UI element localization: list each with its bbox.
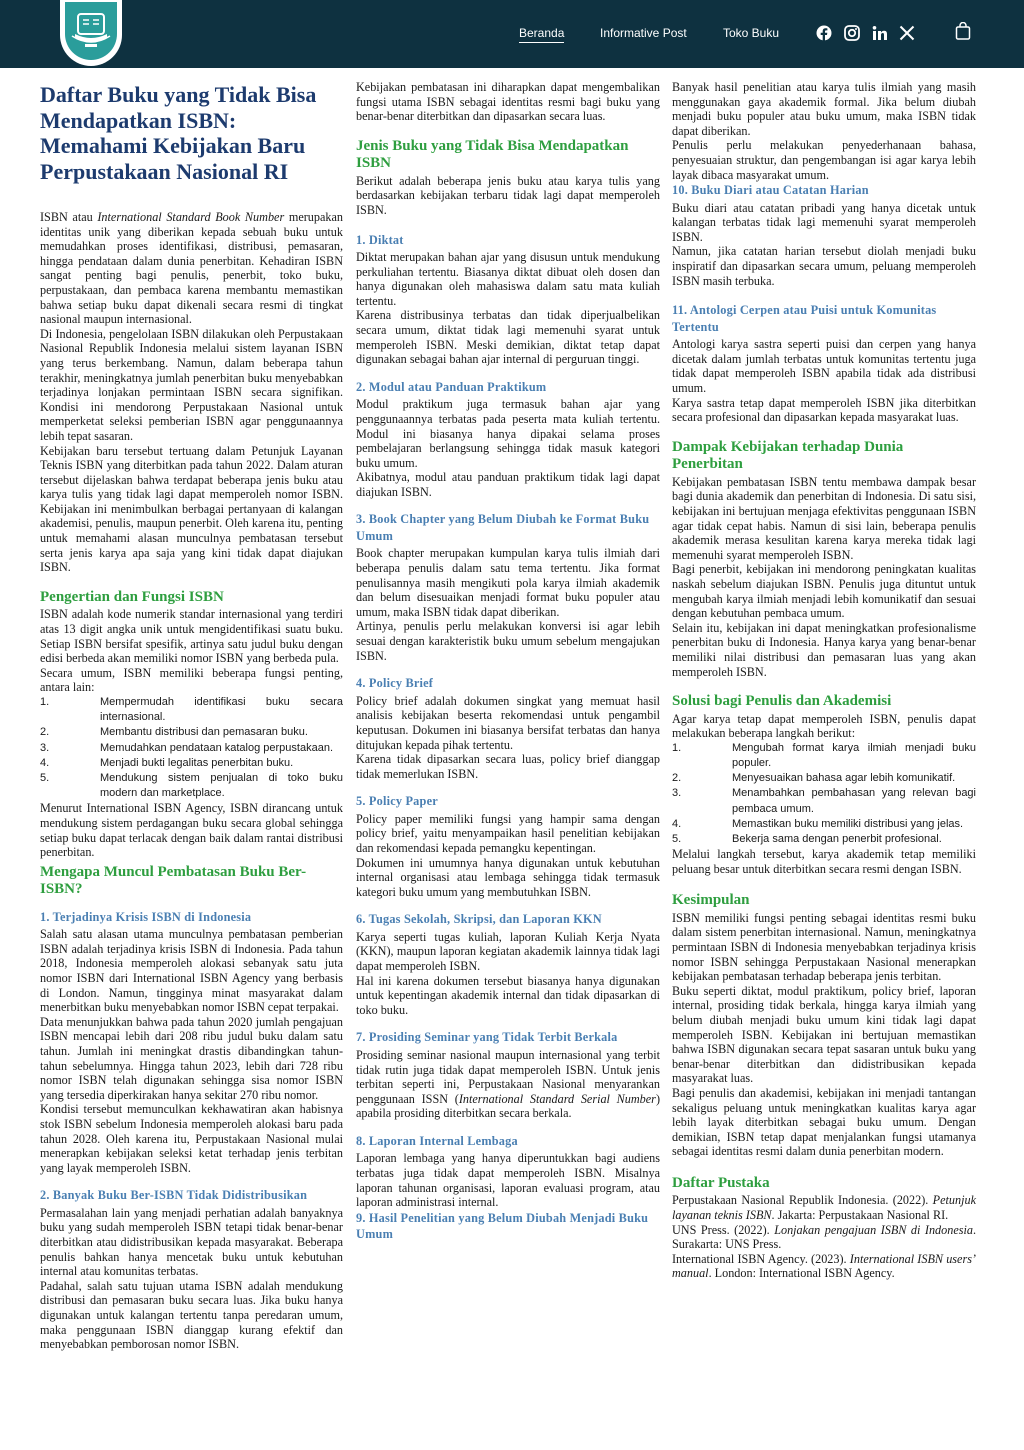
- subheading-diktat: 1. Diktat: [356, 232, 404, 247]
- penelitian-paragraph-2: Penulis perlu melakukan penyederhanaan bahasa, penyesuaian struktur, dan pengembangan isi agar karya lebih layak dibaca masyarakat umum.: [672, 138, 976, 182]
- pengertian-paragraph-2: Secara umum, ISBN memiliki beberapa fungsi penting, antara lain:: [40, 665, 343, 695]
- prosiding-paragraph-1: Prosiding seminar nasional maupun internasional yang terbit tidak rutin juga tidak dapat memperoleh ISBN. Untuk jenis terbitan seperti ini, Perpustakaan Nasional menyarankan penggunaan ISSN (International Standard Serial Number) apabila prosiding diterbitkan secara berkala.: [356, 1047, 660, 1121]
- column-2: [356, 80, 660, 1245]
- list-item: 1. Mengubah format karya ilmiah menjadi buku populer.: [672, 741, 976, 769]
- nav-toko-buku[interactable]: Toko Buku: [723, 26, 780, 40]
- subheading-modul: 2. Modul atau Panduan Praktikum: [356, 379, 547, 394]
- reference-2: UNS Press. (2022). Lonjakan pengajuan ISBN di Indonesia. Surakarta: UNS Press.: [672, 1222, 977, 1252]
- list-item: 1. Mempermudah identifikasi buku secara internasional.: [40, 695, 343, 724]
- penelitian-paragraph-1: Banyak hasil penelitian atau karya tulis ilmiah yang masih menggunakan gaya akademik formal. Jika belum diubah menjadi buku populer atau buku umum, maka ISBN tidak dapat diberikan.: [672, 80, 976, 138]
- section-heading-mengapa: Mengapa Muncul Pembatasan Buku Ber-ISBN?: [40, 863, 307, 898]
- column-1: [40, 80, 343, 1352]
- dampak-paragraph-1: Kebijakan pembatasan ISBN tentu membawa dampak besar bagi dunia akademik dan penerbitan di Indonesia. Di satu sisi, kebijakan ini bertujuan menjaga efektivitas penggunaan ISBN agar tidak cepat habis. Namun di sisi lain, beberapa penulis akademik merasa kesulitan karena karya mereka tidak lagi memenuhi syarat memperoleh ISBN.: [672, 474, 976, 562]
- list-item: 2. Menyesuaikan bahasa agar lebih komunikatif.: [672, 772, 956, 785]
- subheading-book-chapter: 3. Book Chapter yang Belum Diubah ke Format Buku Umum: [356, 512, 650, 543]
- list-item: 5. Mendukung sistem penjualan di toko buku modern dan marketplace.: [40, 771, 343, 800]
- book-logo-icon: [60, 0, 122, 66]
- subheading-tugas-sekolah: 6. Tugas Sekolah, Skripsi, dan Laporan KKN: [356, 912, 602, 927]
- nav-informative-post[interactable]: Informative Post: [600, 26, 687, 40]
- diari-paragraph-2: Namun, jika catatan harian tersebut diolah menjadi buku inspiratif dan dipasarkan secara umum, peluang memperoleh ISBN masih terbuka.: [672, 244, 976, 288]
- subheading-policy-paper: 5. Policy Paper: [356, 794, 438, 809]
- dampak-paragraph-2: Bagi penerbit, kebijakan ini mendorong peningkatan kualitas naskah sebelum diajukan ISBN. Penulis juga dituntut untuk mengubah karya ilmiah menjadi lebih komunikatif dan sesuai dengan kebutuhan pembaca umum.: [672, 562, 976, 621]
- jenis-intro: Berikut adalah beberapa jenis buku atau karya tulis yang berdasarkan kebijakan terbaru tidak lagi dapat memperoleh ISBN.: [356, 173, 660, 217]
- article-title: Daftar Buku yang Tidak Bisa Mendapatkan ISBN: Memahami Kebijakan Baru Perpustakaan Nasional RI: [40, 82, 317, 184]
- pengertian-paragraph-3: Menurut International ISBN Agency, ISBN dirancang untuk mendukung sistem perdagangan buku secara global sehingga setiap buku dapat terlacak dengan baik dalam rantai distribusi penerbitan.: [40, 801, 343, 860]
- instagram-icon[interactable]: [844, 25, 860, 41]
- distribusi-paragraph-3: Kebijakan pembatasan ini diharapkan dapat mengembalikan fungsi utama ISBN sebagai identitas resmi bagi buku yang benar-benar diterbitkan dan dipasarkan secara luas.: [356, 80, 660, 124]
- column-3: [672, 80, 976, 1281]
- section-heading-solusi: Solusi bagi Penulis dan Akademisi: [672, 693, 892, 710]
- section-heading-kesimpulan: Kesimpulan: [672, 892, 750, 909]
- reference-3: International ISBN Agency. (2023). International ISBN users’ manual. London: International ISBN Agency.: [672, 1251, 976, 1281]
- book-chapter-paragraph-2: Artinya, penulis perlu melakukan konversi isi agar lebih sesuai dengan karakteristik buku umum sebelum mengajukan ISBN.: [356, 619, 660, 663]
- distribusi-paragraph-2: Padahal, salah satu tujuan utama ISBN adalah mendukung distribusi dan pemasaran buku secara luas. Jika buku hanya digunakan untuk kalangan tertentu tanpa peredaran umum, maka penggunaan ISBN dianggap kurang efektif dan menyebabkan pemborosan nomor ISBN.: [40, 1278, 343, 1352]
- subheading-krisis-isbn: 1. Terjadinya Krisis ISBN di Indonesia: [40, 909, 252, 924]
- reference-1: Perpustakaan Nasional Republik Indonesia. (2022). Petunjuk layanan teknis ISBN. Jakarta: Perpustakaan Nasional RI.: [672, 1193, 976, 1223]
- list-item: 4. Menjadi bukti legalitas penerbitan buku.: [40, 756, 294, 769]
- intro-paragraph-3: Kebijakan baru tersebut tertuang dalam Petunjuk Layanan Teknis ISBN yang diterbitkan pada tahun 2022. Dalam aturan tersebut dijelaskan bahwa terdapat beberapa jenis buku atau karya tulis yang tidak lagi dapat memperoleh nomor ISBN. Kebijakan ini menimbulkan berbagai pertanyaan di kalangan akademisi, penulis, maupun penerbit. Oleh karena itu, penting untuk memahami alasan munculnya pembatasan tersebut serta jenis karya apa saja yang kini tidak dapat diajukan ISBN.: [40, 443, 343, 575]
- list-item: 2. Membantu distribusi dan pemasaran buku.: [40, 726, 308, 739]
- book-chapter-paragraph-1: Book chapter merupakan kumpulan karya tulis ilmiah dari beberapa penulis dalam satu tema tertentu. Jika format penulisannya masih mengikuti pola karya ilmiah akademik dan belum disesuaikan menjadi format buku populer atau umum, maka ISBN tidak dapat diberikan.: [356, 546, 660, 619]
- facebook-icon[interactable]: [816, 25, 832, 41]
- diktat-paragraph-1: Diktat merupakan bahan ajar yang disusun untuk mendukung perkuliahan tertentu. Biasanya diktat dibuat oleh dosen dan hanya digunakan oleh mahasiswa dalam satu mata kuliah tertentu.: [356, 250, 660, 308]
- section-heading-pengertian: Pengertian dan Fungsi ISBN: [40, 588, 224, 605]
- distribusi-paragraph-1: Permasalahan lain yang menjadi perhatian adalah banyaknya buku yang sudah memperoleh ISBN tetapi tidak benar-benar diterbitkan atau didistribusikan kepada masyarakat. Beberapa penulis bahkan hanya mencetak buku untuk kebutuhan internal atau komunitas terbatas.: [40, 1205, 343, 1279]
- policy-brief-paragraph-2: Karena tidak dipasarkan secara luas, policy brief dianggap tidak memerlukan ISBN.: [356, 752, 660, 781]
- site-header: [0, 0, 1024, 68]
- subheading-tidak-didistribusikan: 2. Banyak Buku Ber-ISBN Tidak Didistribusikan: [40, 1188, 308, 1203]
- shopping-bag-icon[interactable]: [955, 22, 971, 40]
- diktat-paragraph-2: Karena distribusinya terbatas dan tidak diperjualbelikan secara umum, diktat tidak lagi memenuhi syarat untuk memperoleh ISBN. Meski demikian, diktat tetap dapat digunakan sebagai bahan ajar internal di perguruan tinggi.: [356, 308, 660, 367]
- krisis-paragraph-1: Salah satu alasan utama munculnya pembatasan pemberian ISBN adalah terjadinya krisis ISBN di Indonesia. Pada tahun 2018, Indonesia memperoleh alokasi sebanyak satu juta nomor ISBN dari International ISBN Agency yang berbasis di London. Namun, tingginya minat masyarakat dalam menerbitkan buku menyebabkan nomor ISBN cepat terpakai.: [40, 927, 343, 1015]
- subheading-buku-diari: 10. Buku Diari atau Catatan Harian: [672, 183, 869, 198]
- policy-paper-paragraph-2: Dokumen ini umumnya hanya digunakan untuk kebutuhan internal organisasi atau lembaga sehingga tidak termasuk kategori buku umum yang membutuhkan ISBN.: [356, 855, 660, 899]
- kesimpulan-paragraph-3: Bagi penulis dan akademisi, kebijakan ini menjadi tantangan sekaligus peluang untuk meningkatkan kualitas karya agar lebih layak diterbitkan sebagai buku umum. Dengan demikian, ISBN tetap dapat menjalankan fungsi utamanya sebagai identitas resmi dalam dunia penerbitan modern.: [672, 1086, 976, 1159]
- section-heading-pustaka: Daftar Pustaka: [672, 1174, 770, 1191]
- intro-paragraph-1: ISBN atau International Standard Book Number merupakan identitas unik yang diberikan kepada sebuah buku untuk memudahkan proses identifikasi, distribusi, pemasaran, hingga pendataan dalam dunia penerbitan. Kehadiran ISBN sangat penting bagi penulis, penerbit, toko buku, perpustakaan, dan pembaca karena membantu memastikan bahwa setiap buku dapat dikenali secara resmi di tingkat nasional maupun internasional.: [40, 210, 343, 327]
- kesimpulan-paragraph-2: Buku seperti diktat, modul praktikum, policy brief, laporan internal, prosiding tidak berkala, hingga karya ilmiah yang belum diubah menjadi buku umum kini tidak lagi dapat memperoleh ISBN. Kebijakan ini bertujuan memastikan bahwa ISBN digunakan secara tepat sasaran untuk buku yang benar-benar diterbitkan dan didistribusikan kepada masyarakat luas.: [672, 983, 976, 1086]
- linkedin-icon[interactable]: [872, 25, 888, 41]
- x-icon[interactable]: [899, 25, 915, 41]
- tugas-paragraph-2: Hal ini karena dokumen tersebut biasanya hanya digunakan untuk kepentingan akademik internal dan tidak dipasarkan di toko buku.: [356, 973, 660, 1017]
- diari-paragraph-1: Buku diari atau catatan pribadi yang hanya dicetak untuk kalangan terbatas tidak lagi memenuhi syarat memperoleh ISBN.: [672, 200, 976, 244]
- krisis-paragraph-3: Kondisi tersebut memunculkan kekhawatiran akan habisnya stok ISBN sebelum Indonesia memperoleh alokasi baru pada tahun 2028. Oleh karena itu, Perpustakaan Nasional mulai menerapkan kebijakan seleksi ketat terhadap jenis terbitan yang layak memperoleh ISBN.: [40, 1102, 343, 1175]
- subheading-policy-brief: 4. Policy Brief: [356, 676, 434, 691]
- dampak-paragraph-3: Selain itu, kebijakan ini dapat meningkatkan profesionalisme penerbitan buku di Indonesia. Hanya karya yang benar-benar memiliki nilai distribusi dan pemasaran luas yang akan memperoleh ISBN.: [672, 620, 976, 679]
- intro-paragraph-2: Di Indonesia, pengelolaan ISBN dilakukan oleh Perpustakaan Nasional Republik Indonesia melalui sistem layanan ISBN yang terus berkembang. Namun, dalam beberapa tahun terakhir, meningkatnya jumlah penerbitan buku menyebabkan terjadinya lonjakan permintaan ISBN secara signifikan. Kondisi ini mendorong Perpustakaan Nasional untuk memperketat seleksi pemberian ISBN agar penggunaannya lebih tepat sasaran.: [40, 326, 343, 443]
- site-logo[interactable]: [60, 0, 122, 66]
- subheading-antologi: 11. Antologi Cerpen atau Puisi untuk Komunitas Tertentu: [672, 303, 937, 334]
- krisis-paragraph-2: Data menunjukkan bahwa pada tahun 2020 jumlah pengajuan ISBN mencapai lebih dari 208 ribu judul buku dalam satu tahun. Jumlah ini meningkat drastis dibandingkan tahun-tahun sebelumnya. Hingga tahun 2023, lebih dari 728 ribu nomor ISBN telah digunakan sehingga sisa nomor ISBN yang tersedia diperkirakan hanya sekitar 270 ribu nomor.: [40, 1014, 343, 1102]
- solusi-intro: Agar karya tetap dapat memperoleh ISBN, penulis dapat melakukan beberapa langkah berikut:: [672, 711, 976, 741]
- section-heading-dampak: Dampak Kebijakan terhadap Dunia Penerbitan: [672, 438, 904, 473]
- list-item: 5. Bekerja sama dengan penerbit profesional.: [672, 833, 942, 845]
- list-item: 4. Memastikan buku memiliki distribusi yang jelas.: [672, 817, 964, 830]
- list-item: 3. Memudahkan pendataan katalog perpustakaan.: [40, 741, 334, 754]
- tugas-paragraph-1: Karya seperti tugas kuliah, laporan Kuliah Kerja Nyata (KKN), maupun laporan kegiatan akademik lainnya tidak lagi dapat memperoleh ISBN.: [356, 929, 660, 974]
- antologi-paragraph-1: Antologi karya sastra seperti puisi dan cerpen yang hanya dicetak dalam jumlah terbatas untuk komunitas tertentu juga tidak dapat memperoleh ISBN apabila tidak ada distribusi umum.: [672, 337, 976, 395]
- antologi-paragraph-2: Karya sastra tetap dapat memperoleh ISBN jika diterbitkan secara profesional dan dipasarkan kepada masyarakat luas.: [672, 395, 976, 425]
- list-item: 3. Menambahkan pembahasan yang relevan bagi pembaca umum.: [672, 787, 976, 815]
- policy-paper-paragraph-1: Policy paper memiliki fungsi yang hampir sama dengan policy brief, yaitu menyampaikan hasil penelitian kebijakan dan rekomendasi kepada pemangku kepentingan.: [356, 811, 660, 855]
- subheading-prosiding: 7. Prosiding Seminar yang Tidak Terbit Berkala: [356, 1030, 618, 1045]
- nav-beranda[interactable]: Beranda: [519, 26, 564, 43]
- modul-paragraph-1: Modul praktikum juga termasuk bahan ajar yang penggunaannya terbatas pada peserta mata kuliah tertentu. Modul ini biasanya hanya dipakai selama proses pembelajaran berlangsung sehingga tidak masuk kategori buku umum.: [356, 397, 660, 470]
- pengertian-paragraph-1: ISBN adalah kode numerik standar internasional yang terdiri atas 13 digit angka unik untuk mengidentifikasi suatu buku. Setiap ISBN bersifat spesifik, artinya satu judul buku dengan edisi berbeda akan memiliki nomor ISBN yang berbeda pula.: [40, 607, 343, 666]
- policy-brief-paragraph-1: Policy brief adalah dokumen singkat yang memuat hasil analisis kebijakan beserta rekomendasi untuk pengambil keputusan. Dokumen ini biasanya bersifat terbatas dan hanya ditujukan kepada pihak tertentu.: [356, 693, 660, 752]
- modul-paragraph-2: Akibatnya, modul atau panduan praktikum tidak lagi dapat diajukan ISBN.: [356, 470, 660, 499]
- laporan-paragraph-1: Laporan lembaga yang hanya diperuntukkan bagi audiens terbatas juga tidak dapat memperoleh ISBN. Misalnya laporan tahunan organisasi, laporan evaluasi program, atau laporan administrasi internal.: [356, 1151, 660, 1210]
- section-heading-jenis: Jenis Buku yang Tidak Bisa Mendapatkan ISBN: [356, 137, 629, 172]
- subheading-laporan-internal: 8. Laporan Internal Lembaga: [356, 1133, 518, 1148]
- subheading-hasil-penelitian: 9. Hasil Penelitian yang Belum Diubah Menjadi Buku Umum: [356, 1210, 649, 1242]
- solusi-outro: Melalui langkah tersebut, karya akademik tetap memiliki peluang besar untuk diterbitkan secara resmi dengan ISBN.: [672, 847, 976, 876]
- kesimpulan-paragraph-1: ISBN memiliki fungsi penting sebagai identitas resmi buku dalam sistem penerbitan internasional. Namun, meningkatnya permintaan ISBN di Indonesia menyebabkan terjadinya krisis nomor ISBN sehingga Perpustakaan Nasional menerapkan kebijakan pembatasan terhadap beberapa jenis terbitan.: [672, 910, 976, 984]
